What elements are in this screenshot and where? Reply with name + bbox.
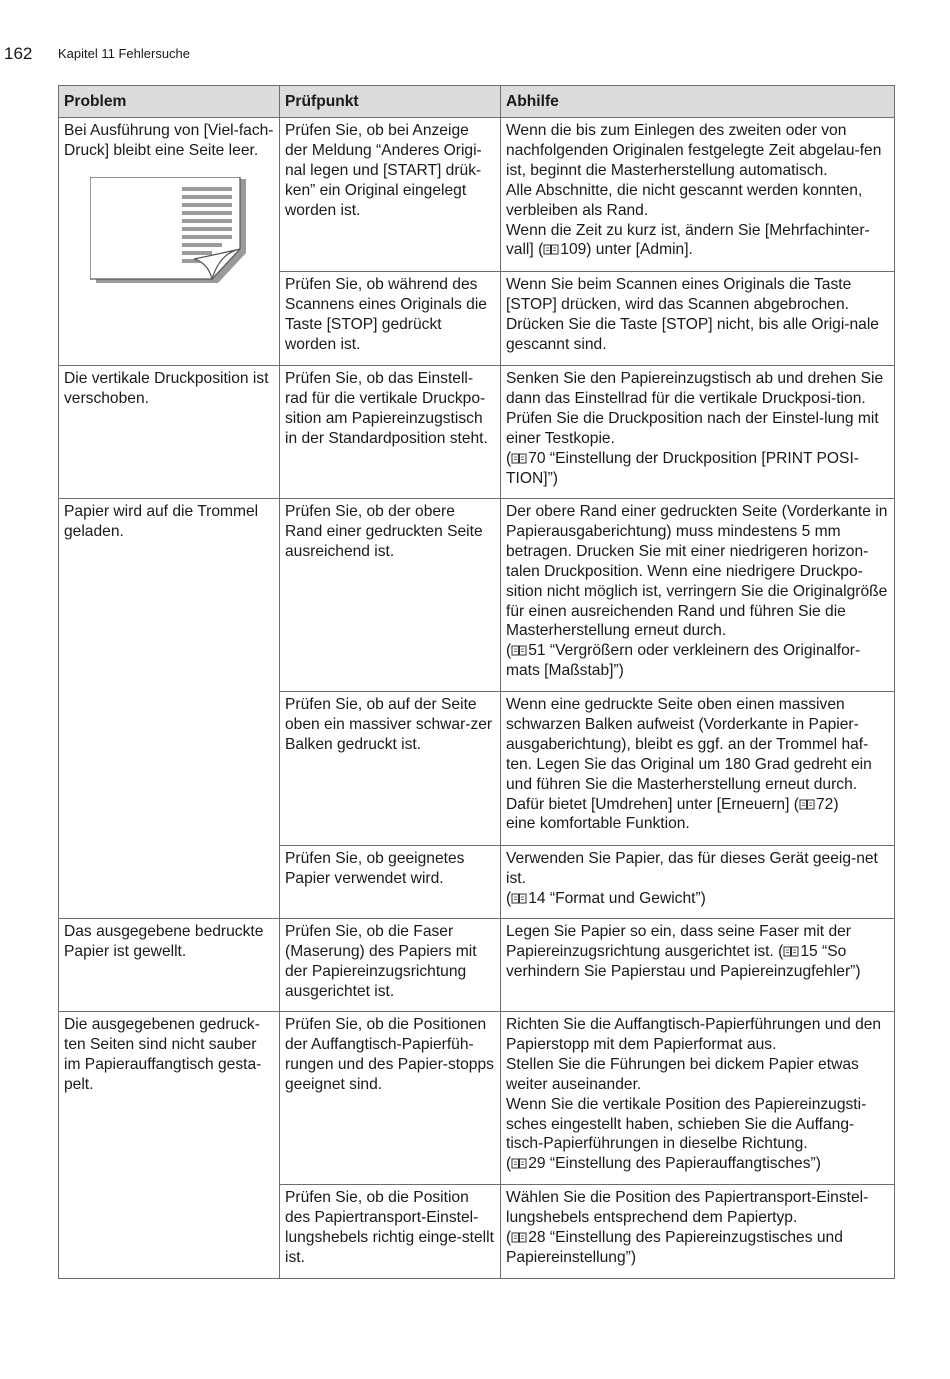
problem-cell: Das ausgegebene bedruckte Papier ist gewellt. — [59, 919, 280, 1012]
table-row — [59, 118, 895, 272]
fix-cell — [501, 366, 895, 499]
fix-text: Richten Sie die Auffangtisch-Papierführungen und den Papierstopp mit dem Papierformat aus. — [506, 1016, 882, 1053]
check-cell: Prüfen Sie, ob auf der Seite oben ein massiver schwar-zer Balken gedruckt ist. — [280, 692, 501, 846]
fix-text: Wenn die Zeit zu kurz ist, ändern Sie [Mehrfachinter-vall] ( — [506, 221, 870, 259]
fix-text: 70 “Einstellung der Druckposition [PRINT POSI-TION]”) — [506, 449, 859, 487]
table-header-row — [59, 86, 895, 118]
book-reference-icon — [783, 945, 799, 957]
problem-cell: Die vertikale Druckposition ist verschoben. — [59, 366, 280, 499]
fix-text: 14 “Format und Gewicht”) — [528, 889, 706, 907]
fix-text: ( — [506, 889, 512, 907]
check-cell: Prüfen Sie, ob geeignetes Papier verwendet wird. — [280, 846, 501, 919]
fix-text: Der obere Rand einer gedruckten Seite (Vorderkante in Papierausgaberichtung) muss mindestens 5 mm betragen. Drucken Sie mit einer niedrigeren horizon-talen Druckposition. Wenn eine niedrigere Druckpo-sition nicht möglich ist, verringern Sie die Originalgröße für einen ausreichenden Rand und führen Sie die Masterherstellung erneut durch. — [506, 503, 888, 640]
fix-text: Wenn die bis zum Einlegen des zweiten oder von nachfolgenden Originalen festgelegte Zeit abgelau-fen ist, beginnt die Masterherstellung automatisch. — [506, 122, 882, 179]
table-row — [59, 1012, 895, 1185]
check-cell: Prüfen Sie, ob die Position des Papiertransport-Einstel-lungshebels richtig einge-stellt ist. — [280, 1185, 501, 1279]
column-header-check: Prüfpunkt — [280, 86, 501, 118]
fix-text: eine komfortable Funktion. — [506, 815, 690, 833]
table-row — [59, 499, 895, 692]
fix-text: Senken Sie den Papiereinzugstisch ab und drehen Sie dann das Einstellrad für die vertikale Druckposi-tion. Prüfen Sie die Druckposition nach der Einstel-lung mit einer Testkopie. — [506, 370, 884, 447]
fix-text: Alle Abschnitte, die nicht gescannt werden konnten, verbleiben als Rand. — [506, 181, 863, 219]
fix-text: Wenn eine gedruckte Seite oben einen massiven schwarzen Balken aufweist (Vorderkante in Papier-ausgaberichtung), bleibt es ggf. an der Trommel haf-ten. Legen Sie das Original um 180 Grad gedreht ein und führen Sie die Masterherstellung erneut durch. Dafür bietet [Umdrehen] unter [Erneuern] ( — [506, 696, 872, 813]
table-row — [59, 366, 895, 499]
fix-text: Legen Sie Papier so ein, dass seine Faser mit der Papiereinzugsrichtung ausgerichtet ist. ( — [506, 923, 851, 960]
fix-text: ( — [506, 449, 512, 467]
check-cell: Prüfen Sie, ob die Faser (Maserung) des Papiers mit der Papiereinzugsrichtung ausgerichtet ist. — [280, 919, 501, 1012]
blank-page-illustration — [90, 177, 250, 287]
chapter-title: Kapitel 11 Fehlersuche — [58, 46, 191, 61]
fix-cell — [501, 919, 895, 1012]
fix-text: Wenn Sie beim Scannen eines Originals die Taste [STOP] drücken, wird das Scannen abgebrochen. Drücken Sie die Taste [STOP] nicht, bis alle Origi-nale gescannt sind. — [506, 276, 879, 353]
book-reference-icon — [511, 644, 527, 656]
fix-cell — [501, 1012, 895, 1185]
troubleshooting-table — [58, 85, 895, 1279]
fix-cell — [501, 692, 895, 846]
fix-text: ( — [506, 642, 512, 660]
fix-text: 28 “Einstellung des Papiereinzugstisches und Papiereinstellung”) — [506, 1228, 843, 1266]
fix-text: Verwenden Sie Papier, das für dieses Gerät geeig-net ist. — [506, 850, 878, 887]
book-reference-icon — [511, 1157, 527, 1169]
book-reference-icon — [511, 452, 527, 464]
fix-text: ( — [506, 1155, 512, 1173]
fix-text: Wählen Sie die Position des Papiertransport-Einstel-lungshebels entsprechend dem Papiertyp. — [506, 1189, 869, 1226]
fix-cell — [501, 846, 895, 919]
fix-cell — [501, 118, 895, 272]
book-reference-icon — [543, 243, 559, 255]
column-header-fix: Abhilfe — [501, 86, 895, 118]
check-cell: Prüfen Sie, ob der obere Rand einer gedruckten Seite ausreichend ist. — [280, 499, 501, 692]
running-header — [0, 44, 950, 66]
fix-text: Wenn Sie die vertikale Position des Papiereinzugsti-sches eingestellt haben, schieben Sie die Auffang-tisch-Papierführungen in dieselbe Richtung. — [506, 1095, 867, 1153]
book-reference-icon — [799, 798, 815, 810]
check-cell: Prüfen Sie, ob das Einstell-rad für die vertikale Druckpo-sition am Papiereinzugstisch in der Standardposition steht. — [280, 366, 501, 499]
fix-text: 51 “Vergrößern oder verkleinern des Originalfor-mats [Maßstab]”) — [506, 642, 861, 680]
column-header-problem: Problem — [59, 86, 280, 118]
book-reference-icon — [511, 1231, 527, 1243]
fix-text: 15 “So verhindern Sie Papierstau und Papiereinzugfehler”) — [506, 942, 861, 980]
fix-text: 109) unter [Admin]. — [560, 241, 693, 259]
book-reference-icon — [511, 892, 527, 904]
fix-cell — [501, 499, 895, 692]
problem-cell: Die ausgegebenen gedruck-ten Seiten sind nicht sauber im Papierauffangtisch gesta-pelt. — [59, 1012, 280, 1279]
check-cell: Prüfen Sie, ob während des Scannens eines Originals die Taste [STOP] gedrückt worden ist. — [280, 272, 501, 366]
fix-cell — [501, 272, 895, 366]
problem-cell: Papier wird auf die Trommel geladen. — [59, 499, 280, 919]
problem-text: Bei Ausführung von [Viel-fach-Druck] bleibt eine Seite leer. — [64, 122, 274, 159]
fix-text: Stellen Sie die Führungen bei dickem Papier etwas weiter auseinander. — [506, 1055, 859, 1093]
fix-cell — [501, 1185, 895, 1279]
check-cell: Prüfen Sie, ob bei Anzeige der Meldung “Anderes Origi-nal legen und [START] drük-ken” ein Original eingelegt worden ist. — [280, 118, 501, 272]
problem-cell — [59, 118, 280, 366]
fix-text: 29 “Einstellung des Papierauffangtisches”) — [528, 1155, 821, 1173]
check-cell: Prüfen Sie, ob die Positionen der Auffangtisch-Papierfüh-rungen und des Papier-stopps geeignet sind. — [280, 1012, 501, 1185]
table-row — [59, 919, 895, 1012]
fix-text: ( — [506, 1228, 512, 1246]
page-number: 162 — [4, 44, 33, 63]
fix-text: 72) — [815, 795, 839, 813]
